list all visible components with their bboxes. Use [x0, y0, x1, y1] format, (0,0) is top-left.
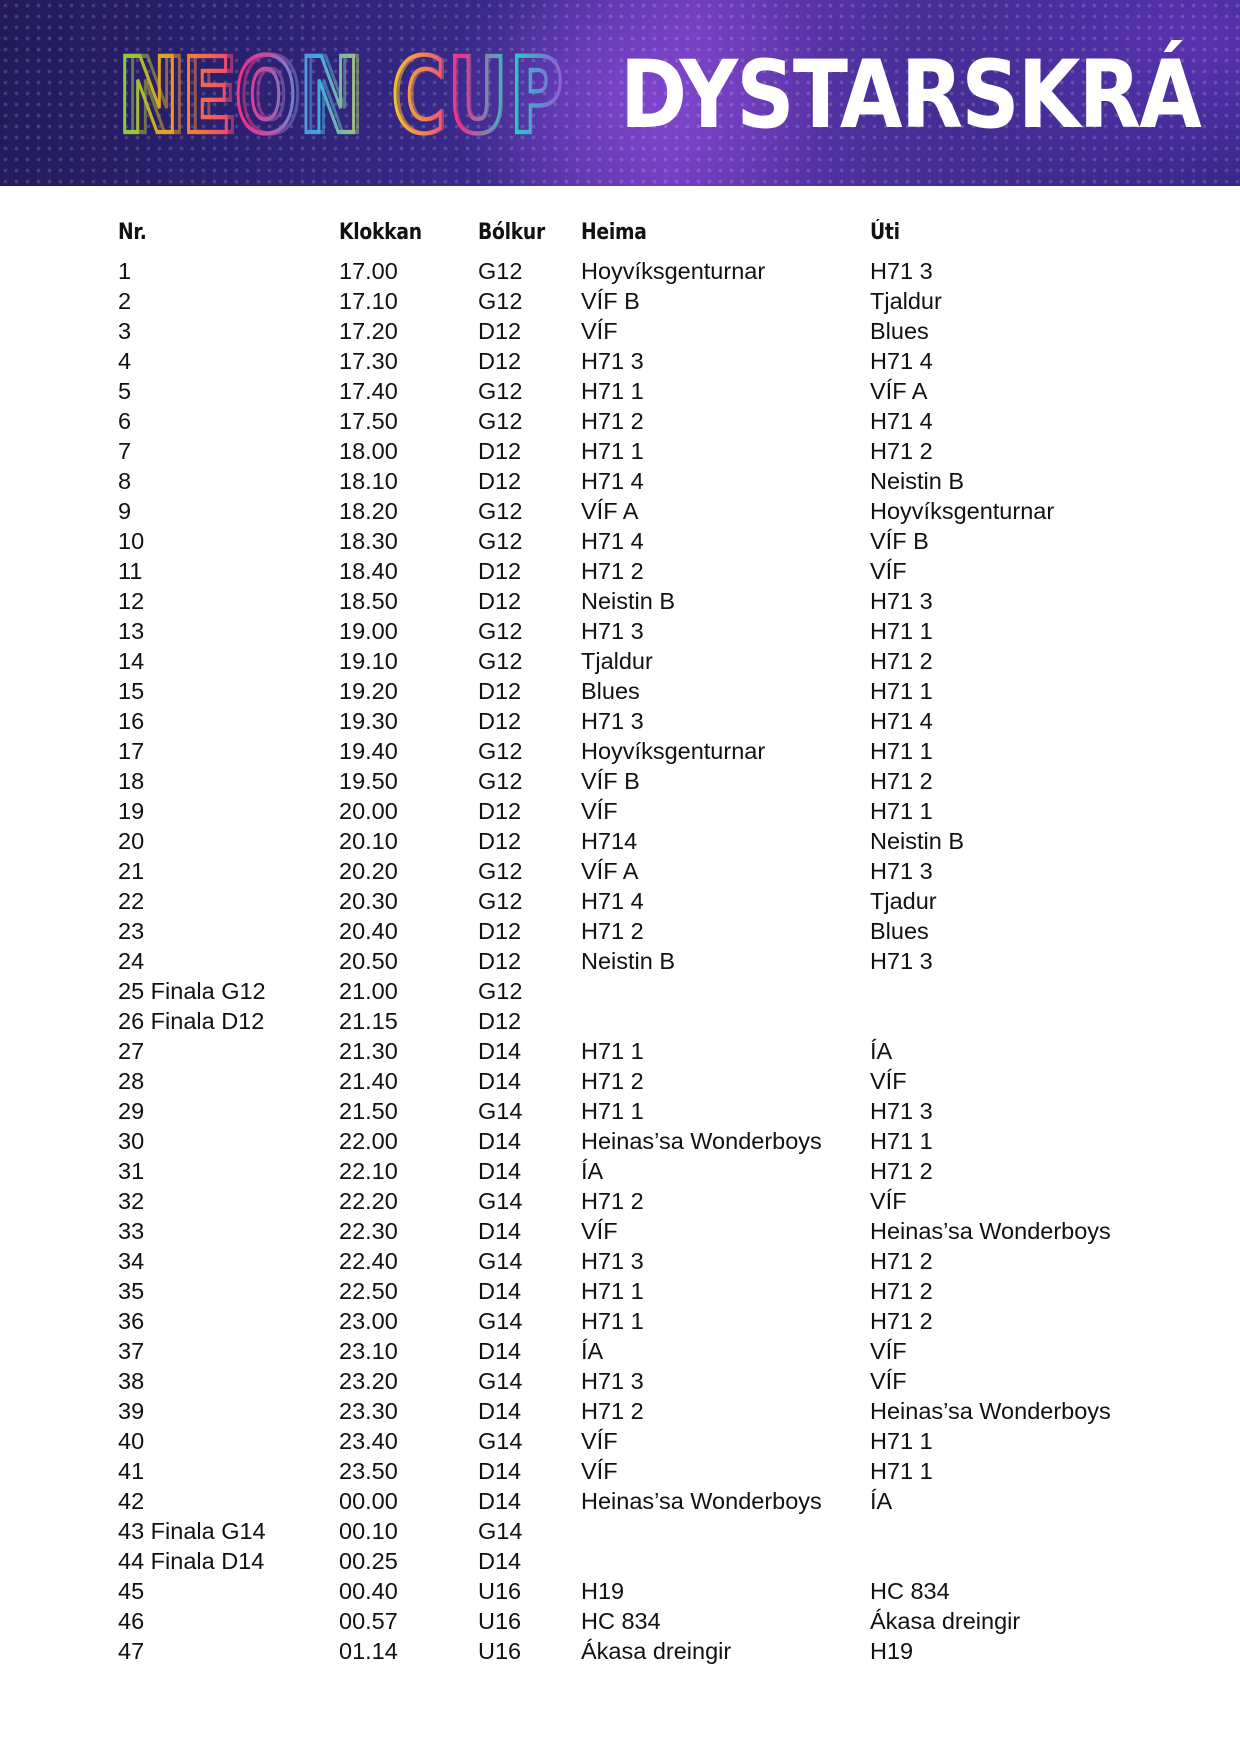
match-group: G12	[478, 288, 523, 314]
match-time: 21.00	[339, 978, 398, 1004]
match-group: G12	[478, 618, 523, 644]
match-number: 13	[118, 618, 145, 644]
table-row	[118, 1396, 1148, 1426]
match-number: 11	[118, 558, 143, 584]
home-team: H71 4	[581, 888, 644, 914]
home-team: H714	[581, 828, 638, 854]
match-number: 3	[118, 318, 132, 344]
away-team: H71 1	[870, 618, 933, 644]
match-number: 5	[118, 378, 132, 404]
home-team: H71 3	[581, 618, 644, 644]
match-time: 22.10	[339, 1158, 398, 1184]
table-row	[118, 736, 1148, 766]
table-row	[118, 586, 1148, 616]
home-team: H71 4	[581, 468, 644, 494]
match-time: 00.25	[339, 1548, 398, 1574]
match-group: D12	[478, 588, 522, 614]
match-group: D12	[478, 678, 522, 704]
match-time: 20.20	[339, 858, 398, 884]
table-row	[118, 256, 1148, 286]
table-row	[118, 676, 1148, 706]
away-team: H71 3	[870, 948, 933, 974]
match-number: 42	[118, 1488, 145, 1514]
away-team: H71 3	[870, 858, 933, 884]
header-time: Klokkan	[339, 220, 422, 245]
away-team: H71 2	[870, 768, 933, 794]
match-group: G12	[478, 378, 523, 404]
match-time: 21.40	[339, 1068, 398, 1094]
away-team: ÍA	[870, 1488, 893, 1514]
away-team: Tjadur	[870, 888, 937, 914]
match-group: G14	[478, 1098, 523, 1124]
match-time: 19.20	[339, 678, 398, 704]
away-team: Heinas’sa Wonderboys	[870, 1218, 1111, 1244]
match-time: 22.30	[339, 1218, 398, 1244]
away-team: VÍF	[870, 1068, 907, 1094]
home-team: H71 1	[581, 1038, 644, 1064]
home-team: H71 1	[581, 438, 644, 464]
table-row	[118, 1096, 1148, 1126]
match-number: 37	[118, 1338, 145, 1364]
away-team: H71 2	[870, 1158, 933, 1184]
table-row	[118, 796, 1148, 826]
neon-cup-logo-text: NEON CUP	[118, 44, 566, 146]
match-number: 31	[118, 1158, 145, 1184]
match-number: 16	[118, 708, 145, 734]
match-group: D12	[478, 348, 522, 374]
match-number: 43 Finala G14	[118, 1518, 266, 1544]
match-time: 00.57	[339, 1608, 398, 1634]
match-time: 17.00	[339, 258, 398, 284]
away-team: H19	[870, 1638, 914, 1664]
match-number: 6	[118, 408, 132, 434]
match-time: 20.10	[339, 828, 398, 854]
match-time: 19.00	[339, 618, 398, 644]
table-row	[118, 1636, 1148, 1666]
home-team: H71 1	[581, 1098, 644, 1124]
match-time: 00.00	[339, 1488, 398, 1514]
table-row	[118, 976, 1148, 1006]
table-row	[118, 826, 1148, 856]
match-number: 24	[118, 948, 145, 974]
match-time: 00.10	[339, 1518, 398, 1544]
table-row	[118, 466, 1148, 496]
match-number: 34	[118, 1248, 145, 1274]
match-number: 2	[118, 288, 132, 314]
match-group: U16	[478, 1638, 522, 1664]
match-number: 20	[118, 828, 145, 854]
home-team: Hoyvíksgenturnar	[581, 738, 766, 764]
away-team: Ákasa dreingir	[870, 1608, 1021, 1634]
match-number: 4	[118, 348, 132, 374]
match-group: D14	[478, 1338, 522, 1364]
table-row	[118, 1456, 1148, 1486]
match-number: 19	[118, 798, 145, 824]
away-team: Heinas’sa Wonderboys	[870, 1398, 1111, 1424]
match-number: 10	[118, 528, 145, 554]
table-row	[118, 346, 1148, 376]
away-team: H71 2	[870, 648, 933, 674]
table-row	[118, 1036, 1148, 1066]
match-time: 17.20	[339, 318, 398, 344]
match-group: D14	[478, 1278, 522, 1304]
away-team: HC 834	[870, 1578, 950, 1604]
match-group: D14	[478, 1218, 522, 1244]
match-group: D12	[478, 798, 522, 824]
home-team: VÍF B	[581, 768, 640, 794]
match-time: 17.30	[339, 348, 398, 374]
match-time: 17.50	[339, 408, 398, 434]
match-group: G12	[478, 768, 523, 794]
away-team: VÍF	[870, 1338, 907, 1364]
table-row	[118, 1336, 1148, 1366]
match-number: 1	[118, 258, 132, 284]
table-row	[118, 286, 1148, 316]
away-team: VÍF A	[870, 378, 928, 404]
table-row	[118, 1486, 1148, 1516]
match-number: 21	[118, 858, 145, 884]
home-team: H71 2	[581, 1188, 644, 1214]
header-away: Úti	[870, 220, 900, 245]
match-group: G12	[478, 858, 523, 884]
match-time: 18.00	[339, 438, 398, 464]
home-team: VÍF	[581, 1458, 618, 1484]
match-group: G12	[478, 738, 523, 764]
table-row	[118, 1546, 1148, 1576]
match-group: D14	[478, 1128, 522, 1154]
match-number: 47	[118, 1638, 145, 1664]
away-team: H71 3	[870, 258, 933, 284]
home-team: H71 2	[581, 918, 644, 944]
table-row	[118, 526, 1148, 556]
neon-cup-logo-inner-line: NEON CUP	[126, 44, 566, 146]
header-home: Heima	[581, 220, 647, 245]
match-group: G14	[478, 1368, 523, 1394]
table-row	[118, 1006, 1148, 1036]
away-team: Neistin B	[870, 468, 965, 494]
home-team: H71 2	[581, 408, 644, 434]
table-row	[118, 916, 1148, 946]
match-time: 22.40	[339, 1248, 398, 1274]
match-group: D12	[478, 1008, 522, 1034]
match-group: D12	[478, 828, 522, 854]
away-team: Neistin B	[870, 828, 965, 854]
match-time: 21.15	[339, 1008, 398, 1034]
table-row	[118, 496, 1148, 526]
match-group: G12	[478, 888, 523, 914]
home-team: H71 3	[581, 708, 644, 734]
home-team: VÍF A	[581, 858, 639, 884]
match-time: 18.30	[339, 528, 398, 554]
match-number: 28	[118, 1068, 145, 1094]
table-body	[118, 256, 1148, 1666]
table-row	[118, 1156, 1148, 1186]
home-team: ÍA	[581, 1338, 604, 1364]
match-group: D12	[478, 438, 522, 464]
match-number: 45	[118, 1578, 145, 1604]
match-number: 14	[118, 648, 145, 674]
match-number: 22	[118, 888, 145, 914]
away-team: H71 1	[870, 1458, 933, 1484]
home-team: H71 1	[581, 378, 644, 404]
home-team: VÍF A	[581, 498, 639, 524]
match-number: 40	[118, 1428, 145, 1454]
table-row	[118, 316, 1148, 346]
match-time: 01.14	[339, 1638, 398, 1664]
home-team: VÍF B	[581, 288, 640, 314]
match-group: G14	[478, 1248, 523, 1274]
home-team: Tjaldur	[581, 648, 653, 674]
table-row	[118, 1576, 1148, 1606]
match-group: G12	[478, 498, 523, 524]
away-team: H71 4	[870, 408, 933, 434]
match-group: D14	[478, 1398, 522, 1424]
away-team: VÍF	[870, 1368, 907, 1394]
match-group: D12	[478, 918, 522, 944]
match-group: D12	[478, 948, 522, 974]
table-row	[118, 1276, 1148, 1306]
match-group: U16	[478, 1608, 522, 1634]
match-time: 20.30	[339, 888, 398, 914]
match-time: 23.40	[339, 1428, 398, 1454]
match-time: 23.30	[339, 1398, 398, 1424]
match-group: G14	[478, 1188, 523, 1214]
table-row	[118, 1516, 1148, 1546]
match-group: G12	[478, 528, 523, 554]
match-number: 30	[118, 1128, 145, 1154]
match-time: 23.00	[339, 1308, 398, 1334]
match-number: 7	[118, 438, 132, 464]
table-row	[118, 706, 1148, 736]
match-time: 21.30	[339, 1038, 398, 1064]
table-row	[118, 1216, 1148, 1246]
match-number: 23	[118, 918, 145, 944]
home-team: Heinas’sa Wonderboys	[581, 1128, 822, 1154]
match-time: 21.50	[339, 1098, 398, 1124]
match-time: 18.50	[339, 588, 398, 614]
match-group: G12	[478, 648, 523, 674]
page-title: DYSTARSKRÁ	[620, 41, 1201, 150]
table-row	[118, 1246, 1148, 1276]
table-row	[118, 1606, 1148, 1636]
header-nr: Nr.	[118, 220, 147, 245]
match-group: D14	[478, 1038, 522, 1064]
home-team: H71 2	[581, 558, 644, 584]
match-group: G12	[478, 258, 523, 284]
match-time: 19.40	[339, 738, 398, 764]
table-row	[118, 1306, 1148, 1336]
table-row	[118, 616, 1148, 646]
match-group: D14	[478, 1068, 522, 1094]
home-team: Neistin B	[581, 588, 676, 614]
match-number: 39	[118, 1398, 145, 1424]
match-group: D12	[478, 468, 522, 494]
match-number: 29	[118, 1098, 145, 1124]
away-team: Blues	[870, 318, 929, 344]
home-team: VÍF	[581, 1218, 618, 1244]
table-row	[118, 376, 1148, 406]
match-number: 15	[118, 678, 145, 704]
table-row	[118, 1426, 1148, 1456]
home-team: VÍF	[581, 798, 618, 824]
home-team: H71 1	[581, 1278, 644, 1304]
table-row	[118, 436, 1148, 466]
home-team: H19	[581, 1578, 625, 1604]
match-number: 35	[118, 1278, 145, 1304]
away-team: VÍF B	[870, 528, 929, 554]
away-team: H71 3	[870, 1098, 933, 1124]
match-time: 23.50	[339, 1458, 398, 1484]
away-team: H71 2	[870, 1248, 933, 1274]
match-group: D14	[478, 1158, 522, 1184]
match-group: G14	[478, 1428, 523, 1454]
table-row	[118, 646, 1148, 676]
table-row	[118, 1066, 1148, 1096]
match-time: 18.10	[339, 468, 398, 494]
table-row	[118, 766, 1148, 796]
table-row	[118, 1126, 1148, 1156]
table-row	[118, 1186, 1148, 1216]
away-team: H71 2	[870, 1278, 933, 1304]
table-row	[118, 856, 1148, 886]
home-team: H71 3	[581, 348, 644, 374]
match-group: G14	[478, 1308, 523, 1334]
table-header-row	[118, 218, 1148, 256]
match-group: U16	[478, 1578, 522, 1604]
match-time: 19.50	[339, 768, 398, 794]
match-time: 17.10	[339, 288, 398, 314]
away-team: H71 1	[870, 678, 933, 704]
away-team: H71 4	[870, 708, 933, 734]
match-time: 20.00	[339, 798, 398, 824]
match-number: 32	[118, 1188, 145, 1214]
home-team: Blues	[581, 678, 640, 704]
match-number: 41	[118, 1458, 145, 1484]
match-number: 46	[118, 1608, 145, 1634]
match-time: 20.40	[339, 918, 398, 944]
match-number: 17	[118, 738, 145, 764]
match-number: 44 Finala D14	[118, 1548, 265, 1574]
away-team: H71 2	[870, 1308, 933, 1334]
match-time: 22.50	[339, 1278, 398, 1304]
match-number: 27	[118, 1038, 145, 1064]
away-team: ÍA	[870, 1038, 893, 1064]
header-group: Bólkur	[478, 220, 545, 245]
match-time: 19.30	[339, 708, 398, 734]
away-team: VÍF	[870, 558, 907, 584]
match-group: D12	[478, 708, 522, 734]
table-row	[118, 886, 1148, 916]
home-team: HC 834	[581, 1608, 661, 1634]
match-time: 17.40	[339, 378, 398, 404]
match-number: 33	[118, 1218, 145, 1244]
table-row	[118, 556, 1148, 586]
match-schedule-table	[118, 218, 1148, 1666]
match-number: 38	[118, 1368, 145, 1394]
home-team: ÍA	[581, 1158, 604, 1184]
home-team: Hoyvíksgenturnar	[581, 258, 766, 284]
home-team: VÍF	[581, 1428, 618, 1454]
neon-cup-logo	[118, 44, 568, 146]
home-team: Heinas’sa Wonderboys	[581, 1488, 822, 1514]
match-group: G12	[478, 978, 523, 1004]
match-number: 26 Finala D12	[118, 1008, 265, 1034]
away-team: H71 1	[870, 738, 933, 764]
match-number: 25 Finala G12	[118, 978, 266, 1004]
home-team: H71 1	[581, 1308, 644, 1334]
match-time: 00.40	[339, 1578, 398, 1604]
away-team: Tjaldur	[870, 288, 942, 314]
match-time: 23.20	[339, 1368, 398, 1394]
header-banner	[0, 0, 1240, 186]
match-number: 9	[118, 498, 132, 524]
home-team: Ákasa dreingir	[581, 1638, 732, 1664]
match-time: 19.10	[339, 648, 398, 674]
match-time: 23.10	[339, 1338, 398, 1364]
match-number: 18	[118, 768, 145, 794]
table-row	[118, 406, 1148, 436]
match-time: 18.40	[339, 558, 398, 584]
table-row	[118, 946, 1148, 976]
away-team: H71 3	[870, 588, 933, 614]
home-team: H71 3	[581, 1248, 644, 1274]
match-group: D14	[478, 1488, 522, 1514]
home-team: H71 3	[581, 1368, 644, 1394]
match-time: 22.20	[339, 1188, 398, 1214]
match-group: G12	[478, 408, 523, 434]
away-team: Blues	[870, 918, 929, 944]
match-time: 22.00	[339, 1128, 398, 1154]
away-team: H71 1	[870, 798, 933, 824]
match-group: D12	[478, 318, 522, 344]
match-number: 12	[118, 588, 145, 614]
match-group: D14	[478, 1458, 522, 1484]
match-group: D14	[478, 1548, 522, 1574]
home-team: Neistin B	[581, 948, 676, 974]
match-time: 20.50	[339, 948, 398, 974]
match-number: 8	[118, 468, 132, 494]
away-team: H71 1	[870, 1428, 933, 1454]
away-team: H71 2	[870, 438, 933, 464]
away-team: H71 1	[870, 1128, 933, 1154]
match-group: D12	[478, 558, 522, 584]
home-team: H71 2	[581, 1068, 644, 1094]
home-team: H71 4	[581, 528, 644, 554]
away-team: H71 4	[870, 348, 933, 374]
away-team: VÍF	[870, 1188, 907, 1214]
table-row	[118, 1366, 1148, 1396]
match-number: 36	[118, 1308, 145, 1334]
match-time: 18.20	[339, 498, 398, 524]
away-team: Hoyvíksgenturnar	[870, 498, 1055, 524]
match-group: G14	[478, 1518, 523, 1544]
home-team: VÍF	[581, 318, 618, 344]
home-team: H71 2	[581, 1398, 644, 1424]
